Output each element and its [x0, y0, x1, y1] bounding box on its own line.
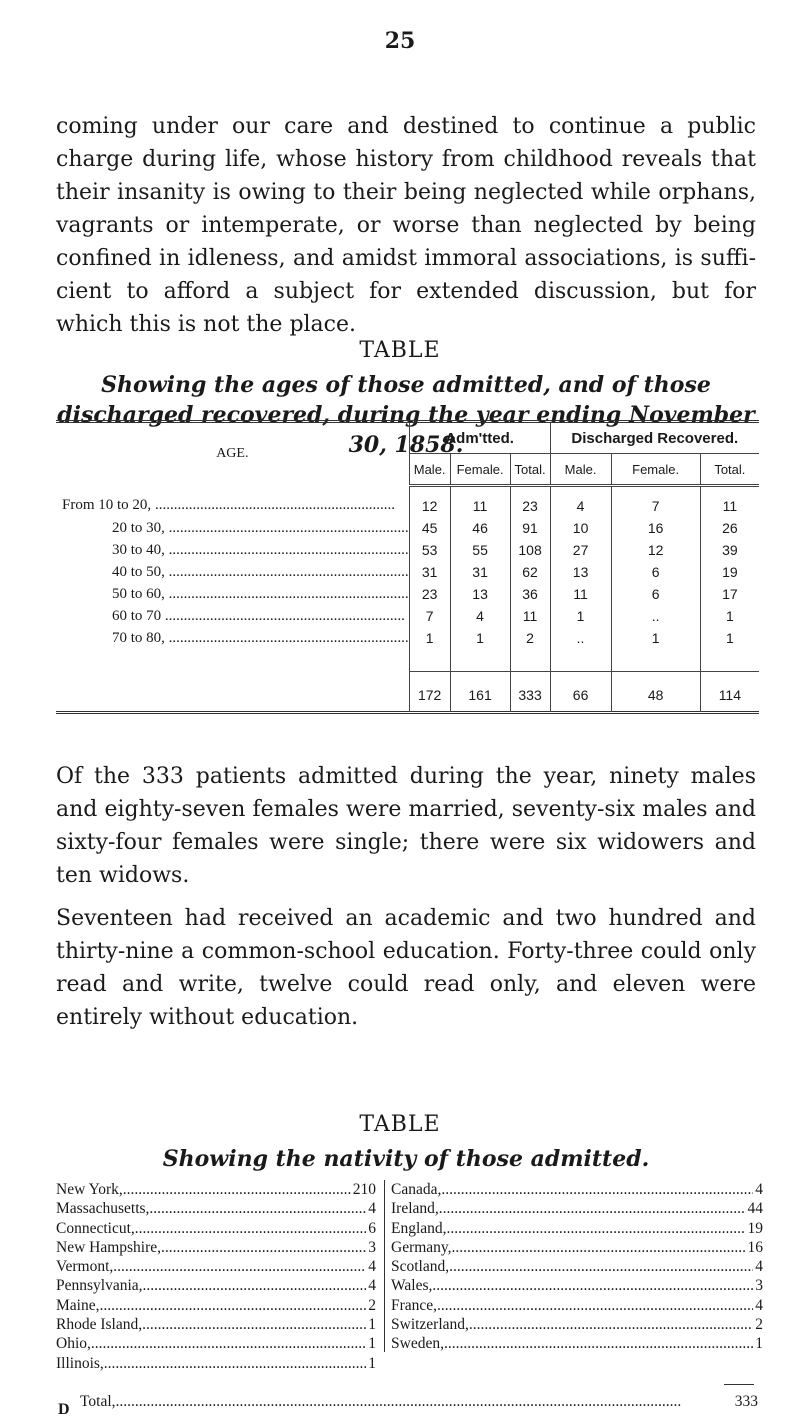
age-table-row: [56, 517, 759, 539]
age-table-cell: 36: [510, 583, 550, 605]
age-table-cell: 23: [409, 583, 450, 605]
age-table-cell: 53: [409, 539, 450, 561]
page-number: 25: [384, 28, 416, 54]
age-range-label: [56, 517, 409, 539]
age-table-cell: 39: [700, 539, 759, 561]
nativity-row: [391, 1334, 763, 1353]
nativity-row: [56, 1238, 376, 1257]
age-range-label: [56, 627, 409, 649]
nativity-place: Rhode Island,: [56, 1316, 143, 1334]
nativity-count: 2: [755, 1316, 763, 1334]
nativity-table-caption: Showing the nativity of those admitted.: [162, 1146, 650, 1172]
age-table-cell: 108: [510, 539, 550, 561]
age-table-cell: 55: [450, 539, 510, 561]
age-table-cell: 11: [510, 605, 550, 627]
age-table-total-cell: 161: [450, 671, 510, 712]
nativity-place: Massachusetts,: [56, 1200, 150, 1218]
sub-header-discharged-female: Female.: [611, 454, 700, 486]
nativity-right-column: [384, 1180, 763, 1352]
age-range-label: [56, 605, 409, 627]
age-table-cell: 11: [450, 486, 510, 518]
age-table-row: [56, 605, 759, 627]
nativity-place: Ohio,: [56, 1335, 91, 1353]
nativity-place: Connecticut,: [56, 1219, 135, 1237]
age-table-cell: 17: [700, 583, 759, 605]
nativity-count: 1: [755, 1335, 763, 1353]
age-table-cell: 11: [550, 583, 611, 605]
nativity-place: Germany,: [391, 1238, 452, 1256]
age-range-text: 20 to 30,: [112, 519, 165, 536]
discharged-group-header: Discharged Recovered.: [550, 423, 759, 454]
nativity-count: 3: [368, 1238, 376, 1256]
nativity-count: 1: [368, 1316, 376, 1334]
age-table-grid: [56, 423, 759, 712]
age-table-cell: ..: [611, 605, 700, 627]
age-table-cell: 91: [510, 517, 550, 539]
age-range-text: 30 to 40,: [112, 541, 165, 558]
age-table-cell: 12: [611, 539, 700, 561]
age-table-cell: 1: [611, 627, 700, 649]
age-table-cell: 26: [700, 517, 759, 539]
nativity-row: [56, 1257, 376, 1276]
nativity-total-value: 333: [734, 1393, 758, 1410]
paragraph-intro: coming under our care and destined to continue a public charge during life, whose history from childhood reveals that their insanity is owing to their being neglected while orphans, vagrants or intemperate, or worse than neglected by being confined in idleness, and amidst immoral associations, is sufficient to afford a subject for extended discussion, but for which this is not the place.: [56, 114, 756, 337]
nativity-row: [391, 1276, 763, 1295]
nativity-count: 4: [755, 1296, 763, 1314]
age-table-caption: Showing the ages of those admitted, and of those discharged recovered, during the year ending November 30, 1858.: [57, 372, 755, 458]
age-table-cell: 45: [409, 517, 450, 539]
age-table-cell: 12: [409, 486, 450, 518]
age-table-cell: 23: [510, 486, 550, 518]
age-table-cell: 13: [450, 583, 510, 605]
age-table-row: [56, 486, 759, 518]
age-table-cell: 1: [550, 605, 611, 627]
nativity-total-label: Total,: [80, 1393, 116, 1410]
nativity-count: 210: [352, 1181, 376, 1198]
signature-mark: D: [58, 1401, 70, 1418]
sub-header-admitted-male: Male.: [409, 454, 450, 486]
age-range-label: [56, 583, 409, 605]
age-table-row: [56, 539, 759, 561]
nativity-place: Canada,: [391, 1181, 442, 1198]
age-table-heading: TABLE: [359, 338, 441, 363]
nativity-row: [56, 1219, 376, 1238]
age-table-cell: 1: [409, 627, 450, 649]
age-table-cell: 7: [409, 605, 450, 627]
sub-header-discharged-male: Male.: [550, 454, 611, 486]
age-table-cell: 19: [700, 561, 759, 583]
sub-header-admitted-total: Total.: [510, 454, 550, 486]
paragraph-marital: Of the 333 patients admitted during the year, ninety males and eighty-seven females were married, seventy-six males and sixty-four females were single; there were six widowers and ten widows.: [56, 764, 756, 888]
nativity-place: Switzerland,: [391, 1316, 469, 1334]
age-table: [56, 420, 759, 714]
nativity-place: New Hampshire,: [56, 1238, 162, 1256]
nativity-row: [391, 1315, 763, 1334]
age-table-row: [56, 583, 759, 605]
age-table-row: [56, 627, 759, 649]
nativity-count: 1: [368, 1335, 376, 1353]
nativity-place: Ireland,: [391, 1200, 439, 1218]
age-table-cell: 27: [550, 539, 611, 561]
nativity-total-row: [56, 1392, 758, 1411]
nativity-left-column: [56, 1180, 376, 1373]
age-table-total-cell: 48: [611, 671, 700, 712]
age-table-cell: 11: [700, 486, 759, 518]
nativity-count: 1: [368, 1354, 376, 1372]
age-range-label: [56, 486, 409, 518]
age-range-text: From 10 to 20,: [62, 496, 152, 513]
age-table-cell: ..: [550, 627, 611, 649]
age-table-cell: 1: [450, 627, 510, 649]
sub-header-discharged-total: Total.: [700, 454, 759, 486]
age-range-text: 40 to 50,: [112, 563, 165, 580]
age-table-cell: 1: [700, 605, 759, 627]
nativity-row: [56, 1276, 376, 1295]
nativity-place: Vermont,: [56, 1258, 114, 1276]
nativity-place: England,: [391, 1219, 447, 1237]
nativity-count: 3: [755, 1277, 763, 1295]
admitted-group-header: Adm'tted.: [409, 423, 550, 454]
nativity-place: Sweden,: [391, 1335, 444, 1353]
sub-header-admitted-female: Female.: [450, 454, 510, 486]
nativity-count: 2: [368, 1296, 376, 1314]
age-table-cell: 2: [510, 627, 550, 649]
age-column-header: AGE.: [216, 446, 249, 462]
age-table-cell: 4: [450, 605, 510, 627]
nativity-row: [391, 1238, 763, 1257]
total-rule: [724, 1384, 754, 1385]
nativity-count: 4: [755, 1181, 763, 1198]
nativity-table-heading: TABLE: [359, 1112, 441, 1137]
age-table-spacer: [56, 649, 759, 671]
nativity-count: 19: [747, 1219, 763, 1237]
age-table-cell: 13: [550, 561, 611, 583]
nativity-row: [56, 1296, 376, 1315]
age-table-total-row: [56, 671, 759, 712]
age-table-cell: 4: [550, 486, 611, 518]
age-range-text: 60 to 70: [112, 607, 162, 624]
age-table-cell: 1: [700, 627, 759, 649]
nativity-place: Pennsylvania,: [56, 1277, 143, 1295]
nativity-count: 6: [368, 1219, 376, 1237]
age-table-cell: 10: [550, 517, 611, 539]
nativity-row: [56, 1180, 376, 1199]
nativity-count: 16: [747, 1238, 763, 1256]
nativity-row: [56, 1315, 376, 1334]
age-table-cell: 6: [611, 583, 700, 605]
age-table-cell: 31: [409, 561, 450, 583]
age-table-row: [56, 561, 759, 583]
nativity-row: [56, 1199, 376, 1218]
nativity-count: 4: [368, 1200, 376, 1218]
paragraph-education: Seventeen had received an academic and two hundred and thirty-nine a common-school education. Forty-three could only read and write, twelve could read only, and eleven were entirely without education.: [56, 906, 756, 1030]
age-range-text: 50 to 60,: [112, 585, 165, 602]
nativity-place: Illinois,: [56, 1354, 104, 1372]
nativity-count: 4: [368, 1258, 376, 1276]
age-table-cell: 46: [450, 517, 510, 539]
age-range-label: [56, 561, 409, 583]
age-table-cell: 16: [611, 517, 700, 539]
nativity-place: Maine,: [56, 1296, 100, 1314]
nativity-count: 4: [755, 1258, 763, 1276]
nativity-count: 44: [747, 1200, 763, 1218]
nativity-place: Scotland,: [391, 1258, 450, 1276]
nativity-row: [391, 1180, 763, 1199]
age-table-cell: 31: [450, 561, 510, 583]
nativity-row: [391, 1257, 763, 1276]
age-range-text: 70 to 80,: [112, 629, 165, 646]
age-table-cell: 7: [611, 486, 700, 518]
nativity-row: [391, 1219, 763, 1238]
nativity-place: New York,: [56, 1181, 123, 1198]
age-range-label: [56, 539, 409, 561]
age-table-total-cell: 66: [550, 671, 611, 712]
nativity-row: [391, 1199, 763, 1218]
age-table-total-cell: 114: [700, 671, 759, 712]
nativity-count: 4: [368, 1277, 376, 1295]
age-table-cell: 6: [611, 561, 700, 583]
age-table-cell: 62: [510, 561, 550, 583]
nativity-place: France,: [391, 1296, 438, 1314]
nativity-row: [56, 1354, 376, 1373]
nativity-place: Wales,: [391, 1277, 433, 1295]
nativity-row: [391, 1296, 763, 1315]
nativity-row: [56, 1334, 376, 1353]
age-table-total-cell: 333: [510, 671, 550, 712]
age-table-total-cell: 172: [409, 671, 450, 712]
